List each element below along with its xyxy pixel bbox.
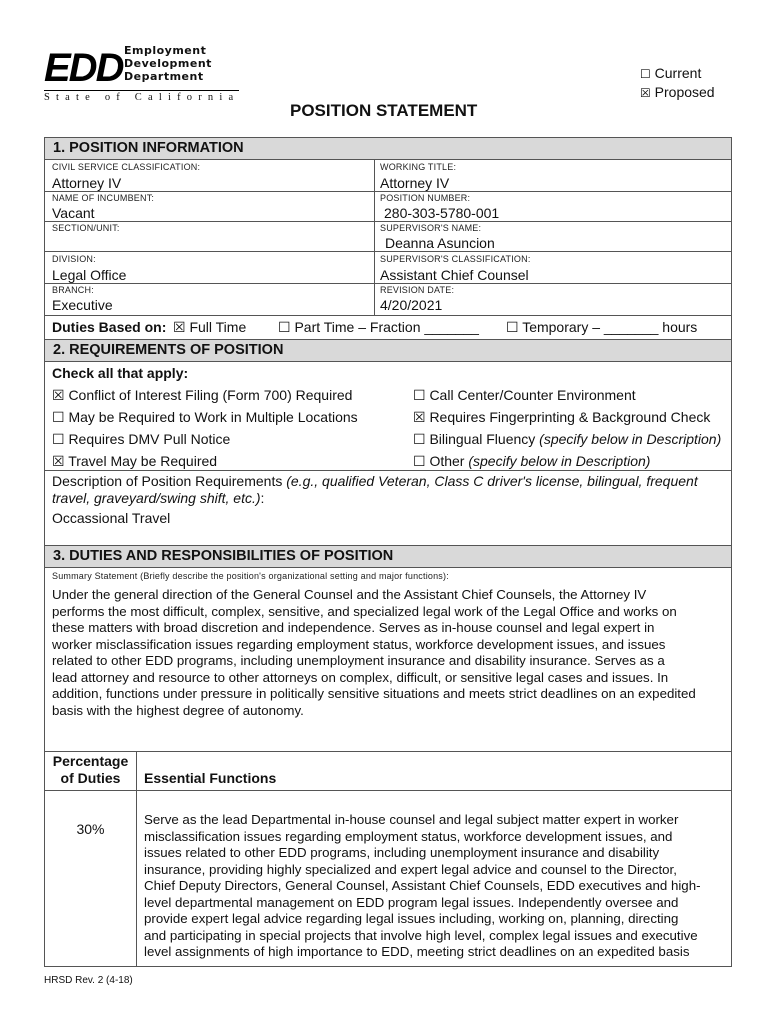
column-divider (374, 159, 375, 315)
section-unit-label: SECTION/UNIT: (52, 223, 120, 233)
divider (45, 283, 731, 284)
requirement-travel[interactable]: ☒ Travel May be Required (52, 453, 218, 469)
essential-functions-header: Essential Functions (144, 770, 277, 786)
duty-percentage[interactable]: 30% (76, 821, 105, 837)
other-note: (specify below in Description) (468, 453, 651, 469)
part-time-option[interactable]: ☐ Part Time – Fraction _______ (278, 319, 479, 335)
requirement-conflict-of-interest[interactable]: ☒ Conflict of Interest Filing (Form 700) Required (52, 387, 353, 403)
description-label-colon: : (260, 490, 265, 506)
requirement-call-center[interactable]: ☐ Call Center/Counter Environment (413, 387, 636, 403)
revision-date-value[interactable]: 4/20/2021 (380, 297, 443, 313)
logo-line-2: Development (124, 57, 212, 70)
duty-line: provide expert legal advice regarding legal issues including, working on, planning, directing (144, 911, 679, 926)
status-options (640, 64, 715, 102)
requirement-bilingual[interactable] (413, 431, 721, 448)
description-label-examples: (e.g., qualified Veteran, Class C driver's license, bilingual, frequent travel, graveyard/swing shift, etc.) (52, 473, 698, 506)
edd-logo (44, 44, 240, 106)
temporary-option[interactable]: ☐ Temporary – _______ hours (506, 319, 698, 335)
proposed-option[interactable] (640, 83, 715, 102)
logo-line-1: Employment (124, 44, 207, 57)
requirement-fingerprinting[interactable]: ☒ Requires Fingerprinting & Background Check (413, 409, 711, 425)
form-revision-footer: HRSD Rev. 2 (4-18) (44, 975, 133, 986)
bilingual-note: (specify below in Description) (539, 431, 722, 447)
divider (45, 790, 731, 791)
section3-header: 3. DUTIES AND RESPONSIBILITIES OF POSITION (45, 546, 731, 567)
duties-column-divider (136, 751, 137, 967)
percentage-header-line1: Percentage (52, 753, 129, 769)
branch-label: BRANCH: (52, 285, 94, 295)
position-number-label: POSITION NUMBER: (380, 193, 471, 203)
supervisor-name-label: SUPERVISOR'S NAME: (380, 223, 482, 233)
supervisor-name-value[interactable]: Deanna Asuncion (385, 235, 495, 251)
divider (45, 567, 731, 568)
edd-logo-text (124, 44, 212, 83)
supervisor-classification-label: SUPERVISOR'S CLASSIFICATION: (380, 254, 531, 264)
page-title: POSITION STATEMENT (290, 101, 478, 120)
divider (45, 751, 731, 752)
summary-line: lead attorney and resource to other attorneys on complex, difficult, or sensitive legal cases and issues. In (52, 669, 669, 685)
civil-service-label: CIVIL SERVICE CLASSIFICATION: (52, 162, 201, 172)
summary-line: Under the general direction of the General Counsel and the Assistant Chief Counsels, the Attorney IV (52, 587, 647, 602)
divider (45, 221, 731, 222)
divider (45, 470, 731, 471)
working-title-value[interactable]: Attorney IV (380, 175, 450, 191)
summary-statement-label: Summary Statement (Briefly describe the position's organizational setting and major functions): (52, 571, 449, 581)
summary-line: related to other EDD programs, including unemployment insurance and disability insurance. Serves as a (52, 653, 665, 668)
description-requirements-value[interactable]: Occassional Travel (52, 510, 171, 526)
check-all-label: Check all that apply: (52, 365, 189, 381)
requirement-dmv-pull-notice[interactable]: ☐ Requires DMV Pull Notice (52, 431, 231, 447)
other-label: ☐ Other (413, 453, 465, 469)
duty-line: and participating in special projects that involve high level, complex legal issues and executive (144, 927, 698, 943)
divider (45, 361, 731, 362)
proposed-label: Proposed (654, 84, 715, 100)
full-time-option[interactable]: ☒ Full Time (173, 319, 247, 335)
section1-header: 1. POSITION INFORMATION (45, 138, 731, 159)
summary-statement-text[interactable] (52, 587, 728, 719)
requirement-multiple-locations[interactable]: ☐ May be Required to Work in Multiple Locations (52, 409, 358, 425)
duties-based-label: Duties Based on: (52, 319, 167, 335)
duty-line: level assignments of high importance to EDD, meeting strict deadlines on an expedited basis (144, 944, 690, 959)
division-label: DIVISION: (52, 254, 96, 264)
summary-line: basis with the highest degree of autonomy. (52, 702, 304, 718)
duty-line: Chief Deputy Directors, General Counsel, Assistant Chief Counsels, EDD executives and high- (144, 878, 701, 893)
incumbent-label: NAME OF INCUMBENT: (52, 193, 155, 203)
duty-line: misclassification issues regarding employment status, workforce development issues, and (144, 828, 673, 844)
percentage-header (45, 753, 136, 787)
divider (45, 315, 731, 316)
logo-line-3: Department (124, 70, 204, 83)
divider (45, 251, 731, 252)
civil-service-value[interactable]: Attorney IV (52, 175, 122, 191)
proposed-checkbox[interactable]: ☒ (640, 86, 651, 100)
summary-line: these matters with broad discretion and independence. Serves as in-house counsel and legal expert in (52, 620, 655, 635)
divider (45, 191, 731, 192)
revision-date-label: REVISION DATE: (380, 285, 455, 295)
bilingual-label: ☐ Bilingual Fluency (413, 431, 536, 447)
duty-line: issues related to other EDD programs, including unemployment insurance and disability (144, 845, 660, 860)
division-value[interactable]: Legal Office (52, 267, 127, 283)
working-title-label: WORKING TITLE: (380, 162, 457, 172)
divider (45, 159, 731, 160)
edd-logo-mark: EDD (44, 46, 123, 90)
current-checkbox[interactable]: ☐ (640, 67, 651, 81)
supervisor-classification-value[interactable]: Assistant Chief Counsel (380, 267, 529, 283)
incumbent-value[interactable]: Vacant (52, 205, 95, 221)
current-label: Current (654, 65, 702, 81)
description-requirements-label (52, 473, 724, 507)
description-label-text: Description of Position Requirements (52, 473, 283, 489)
summary-line: addition, functions under pressure in politically sensitive situations and meets strict deadlines on an expedited (52, 686, 696, 701)
summary-line: worker misclassification issues regarding employment status, workforce development issues, and issues (52, 636, 666, 652)
summary-line: performs the most difficult, complex, sensitive, and specialized legal work of the Legal Office and works on (52, 603, 677, 619)
duty-description[interactable] (144, 812, 728, 961)
logo-state: State of California (44, 92, 240, 103)
duty-line: insurance, providing highly specialized and expert legal advice and counsel to the Director, (144, 861, 677, 877)
section2-header: 2. REQUIREMENTS OF POSITION (45, 340, 731, 361)
percentage-header-line2: of Duties (60, 770, 121, 786)
current-option[interactable] (640, 64, 715, 83)
duty-line: level departmental management on EDD program legal issues. Independently oversee and (144, 894, 679, 910)
branch-value[interactable]: Executive (52, 297, 113, 313)
position-number-value[interactable]: 280-303-5780-001 (384, 205, 500, 221)
duty-line: Serve as the lead Departmental in-house counsel and legal subject matter expert in worker (144, 812, 679, 827)
requirement-other[interactable] (413, 453, 650, 470)
